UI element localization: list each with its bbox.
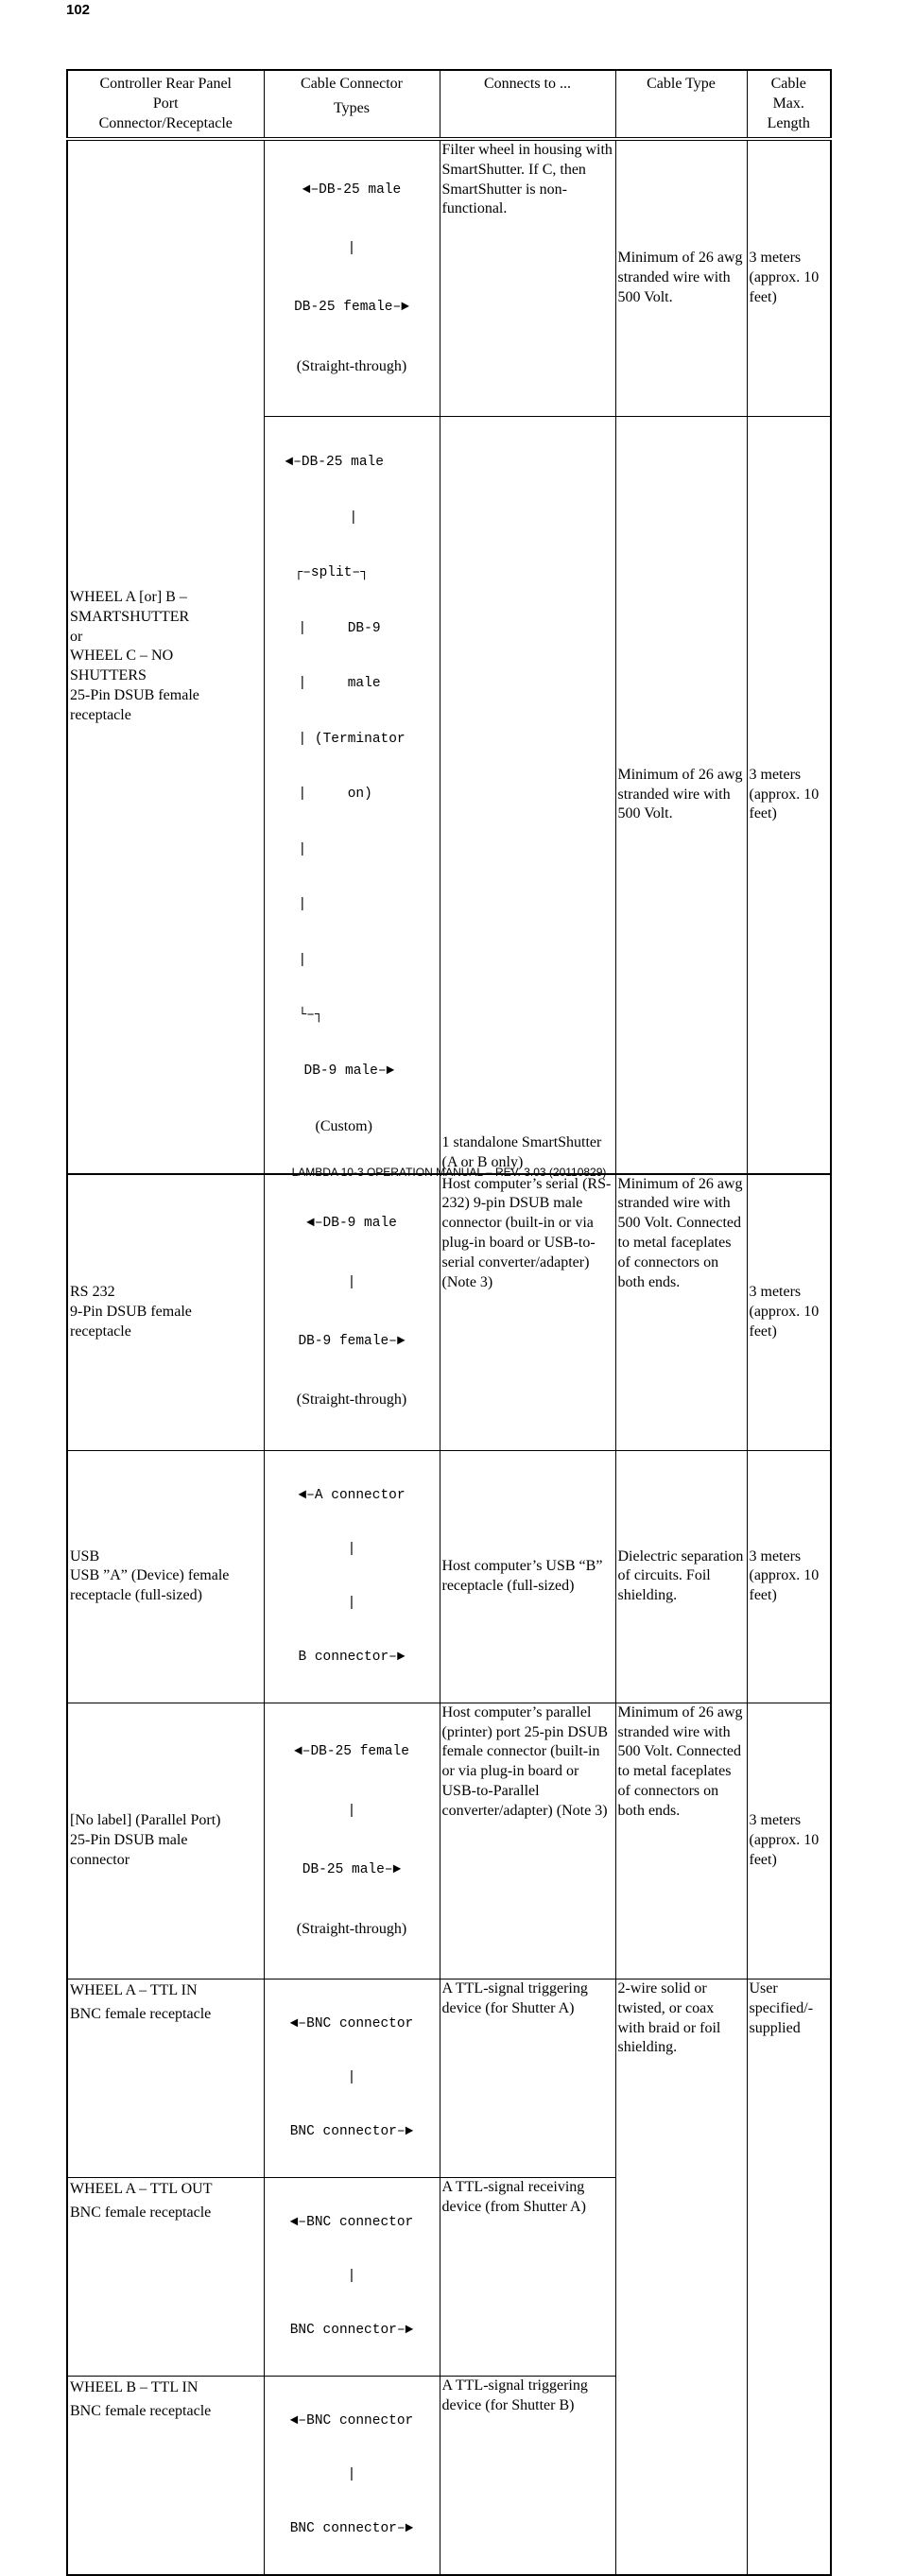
connector-line: | male [298, 676, 381, 692]
connects-to-cell: Host computer’s parallel (printer) port 25-pin DSUB female connector (built-in or via plug-in board or USB-to-Parallel converter/adapter) (Note 3) [440, 1703, 615, 1979]
port-line: receptacle [70, 1323, 131, 1340]
connector-cell-usb [264, 1450, 440, 1703]
port-line: 25-Pin DSUB male [70, 1831, 188, 1848]
header-length-line: Max. [772, 95, 804, 112]
table-header-row [67, 70, 831, 139]
port-line: RS 232 [70, 1284, 115, 1301]
port-line: USB ”A” (Device) female [70, 1567, 230, 1584]
connector-line: └–┐ [298, 1008, 323, 1024]
connector-line: | [347, 240, 356, 256]
cable-type-cell-ttl: 2-wire solid or twisted, or coax with braid or foil shielding. [615, 1979, 747, 2575]
port-line: SMARTSHUTTER [70, 608, 190, 625]
table-row-rs232 [67, 1174, 831, 1451]
connects-to-cell: A TTL-signal triggering device (for Shutter B) [440, 2376, 615, 2575]
connector-cell-ttl-b-in [264, 2376, 440, 2575]
connector-line: | [347, 2466, 356, 2482]
length-cell: 3 meters (approx. 10 feet) [747, 417, 831, 1174]
connects-to-cell: Filter wheel in housing with SmartShutter. If C, then SmartShutter is non-functional. [440, 139, 615, 417]
cable-type-cell: Minimum of 26 awg stranded wire with 500 Volt. [615, 139, 747, 417]
connector-line: | [298, 841, 307, 857]
port-line: 9-Pin DSUB female [70, 1303, 192, 1320]
connects-to-cell: 1 standalone SmartShutter (A or B only) [440, 417, 615, 1174]
table-row-parallel [67, 1703, 831, 1979]
port-cell-ttl-b-in [67, 2376, 264, 2575]
connector-line: ◄–DB-9 male [306, 1216, 397, 1232]
port-cell-usb [67, 1450, 264, 1703]
connector-line: | (Terminator [298, 731, 406, 747]
header-connector [264, 70, 440, 139]
table-row-wheel-ab-1 [67, 139, 831, 417]
connector-line: ┌–split–┐ [294, 565, 369, 581]
connector-line: | [347, 2069, 356, 2085]
port-line: USB [70, 1547, 100, 1565]
cable-type-cell: Minimum of 26 awg stranded wire with 500 Volt. Connected to metal faceplates of connectors on both ends. [615, 1703, 747, 1979]
connector-line: DB-25 male–► [302, 1862, 402, 1878]
port-line: BNC female receptacle [70, 2402, 212, 2419]
port-line: receptacle [70, 706, 131, 723]
length-cell: 3 meters (approx. 10 feet) [747, 1174, 831, 1451]
header-port-line: Port [152, 95, 179, 112]
port-cell-ttl-a-out [67, 2177, 264, 2376]
header-cable-type: Cable Type [615, 70, 747, 139]
cable-type-cell: Minimum of 26 awg stranded wire with 500 Volt. Connected to metal faceplates of connectors on both ends. [615, 1174, 747, 1451]
header-length-line: Length [767, 114, 810, 131]
cable-type-cell: Minimum of 26 awg stranded wire with 500 Volt. [615, 417, 747, 1174]
connector-line: | [349, 510, 358, 526]
connector-line: BNC connector–► [289, 2520, 414, 2536]
port-line: WHEEL A – TTL IN [70, 1981, 198, 1998]
connector-line: ◄–DB-25 male [285, 455, 384, 471]
port-line: WHEEL A – TTL OUT [70, 2180, 213, 2197]
header-port [67, 70, 264, 139]
connector-line: | [347, 1274, 356, 1290]
connector-line: DB-9 male–► [303, 1063, 395, 1079]
port-cell-wheel-ab [67, 139, 264, 1174]
port-cell-parallel [67, 1703, 264, 1979]
connector-cell-rs232 [264, 1174, 440, 1451]
port-line: or [70, 628, 83, 645]
header-connector-line: Types [334, 99, 370, 116]
connector-line: | on) [298, 787, 372, 803]
connector-line: ◄–DB-25 male [302, 182, 402, 198]
port-line: BNC female receptacle [70, 2204, 212, 2221]
length-cell: 3 meters (approx. 10 feet) [747, 1450, 831, 1703]
connector-line: | [347, 1541, 356, 1557]
port-line: BNC female receptacle [70, 2005, 212, 2022]
connector-cell-ttl-a-in [264, 1979, 440, 2177]
port-line: WHEEL C – NO [70, 648, 174, 665]
connector-line: | [347, 1803, 356, 1819]
connects-to-cell: A TTL-signal triggering device (for Shutter A) [440, 1979, 615, 2177]
connector-cell-wheel-ab-2 [264, 417, 440, 1174]
port-line: [No label] (Parallel Port) [70, 1812, 221, 1829]
connector-line: ◄–BNC connector [289, 2412, 414, 2429]
connector-note: (Straight-through) [296, 1392, 407, 1409]
connector-line: DB-9 female–► [298, 1334, 406, 1350]
connector-cell-ttl-a-out [264, 2177, 440, 2376]
connector-line: | [298, 952, 307, 968]
port-cell-rs232 [67, 1174, 264, 1451]
connector-line: | DB-9 [298, 620, 381, 636]
connector-table-wrapper [66, 69, 830, 2576]
page-number: 102 [66, 2, 91, 18]
connector-line: BNC connector–► [289, 2322, 414, 2338]
header-length-line: Cable [770, 76, 806, 92]
port-line: 25-Pin DSUB female [70, 687, 199, 704]
connector-line: ◄–BNC connector [289, 2214, 414, 2230]
connector-line: DB-25 female–► [294, 300, 409, 316]
length-cell: 3 meters (approx. 10 feet) [747, 139, 831, 417]
connector-line: ◄–A connector [298, 1487, 406, 1503]
connector-cell-parallel [264, 1703, 440, 1979]
page-footer: LAMBDA 10-3 OPERATION MANUAL – REV. 3.03 (20110829) [291, 1166, 607, 1179]
connector-table [66, 69, 832, 2576]
connector-line: B connector–► [298, 1649, 406, 1665]
connector-line: | [347, 1595, 356, 1611]
port-line: SHUTTERS [70, 667, 147, 684]
connector-line: ◄–DB-25 female [294, 1744, 409, 1760]
length-cell: 3 meters (approx. 10 feet) [747, 1703, 831, 1979]
header-port-line: Connector/Receptacle [98, 114, 233, 131]
connector-line: BNC connector–► [289, 2123, 414, 2139]
table-row-ttl-a-in [67, 1979, 831, 2177]
connects-to-cell: Host computer’s USB “B” receptacle (full-sized) [440, 1450, 615, 1703]
connects-to-cell: Host computer’s serial (RS-232) 9-pin DSUB male connector (built-in or via plug-in board or USB-to-serial converter/adapter) (Note 3) [440, 1174, 615, 1451]
port-line: WHEEL B – TTL IN [70, 2378, 199, 2395]
connects-to-cell: A TTL-signal receiving device (from Shutter A) [440, 2177, 615, 2376]
connector-line: ◄–BNC connector [289, 2015, 414, 2031]
cable-type-cell: Dielectric separation of circuits. Foil shielding. [615, 1450, 747, 1703]
connector-note: (Straight-through) [296, 1920, 407, 1937]
port-cell-ttl-a-in [67, 1979, 264, 2177]
length-cell-ttl: User specified/-supplied [747, 1979, 831, 2575]
table-row-usb [67, 1450, 831, 1703]
connector-line: | [298, 897, 307, 913]
connector-note: (Straight-through) [296, 357, 407, 374]
header-connects-to: Connects to ... [440, 70, 615, 139]
port-line: receptacle (full-sized) [70, 1587, 202, 1604]
header-connector-line: Cable Connector [301, 76, 403, 92]
connector-cell-wheel-ab-1 [264, 139, 440, 417]
header-max-length [747, 70, 831, 139]
connector-line: | [347, 2268, 356, 2284]
header-port-line: Controller Rear Panel [99, 76, 232, 92]
port-line: connector [70, 1851, 130, 1868]
connector-note: (Custom) [315, 1118, 372, 1135]
port-line: WHEEL A [or] B – [70, 589, 187, 606]
